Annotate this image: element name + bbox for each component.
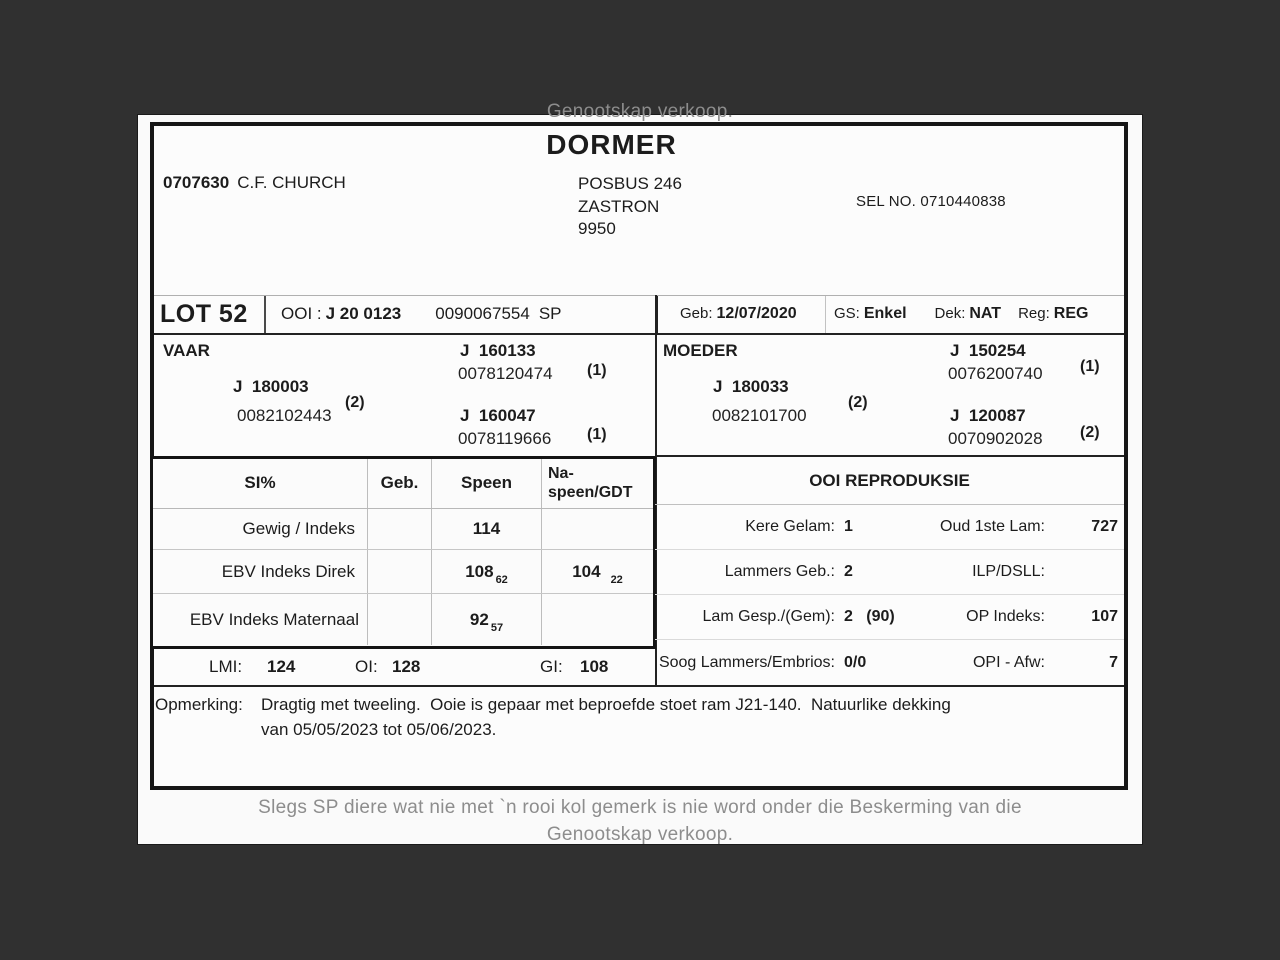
- sire-label: VAAR: [163, 341, 210, 360]
- gi-label: GI:: [540, 657, 563, 676]
- reproduction-row: Lammers Geb.: 2 ILP/DSLL:: [655, 550, 1124, 595]
- si-value: 104 $_{22}$: [572, 561, 623, 586]
- sex-label: OOI :: [281, 304, 322, 323]
- si-index-table: [150, 456, 656, 649]
- sire-pedigree: [154, 332, 655, 458]
- index-summary-row: [154, 649, 656, 685]
- table-row: [153, 509, 653, 550]
- sire-granddam-id: J 160047: [460, 406, 536, 425]
- address-line: 9950: [578, 219, 616, 238]
- sire-granddam-count: (1): [587, 426, 607, 443]
- dam-id: J 180033: [713, 377, 789, 396]
- table-row: [153, 550, 653, 594]
- lot-card: [150, 122, 1128, 790]
- dam-granddam-id: J 120087: [950, 406, 1026, 425]
- si-row-label: EBV Indeks Maternaal: [189, 609, 359, 629]
- dam-pedigree: [659, 332, 1124, 458]
- si-accuracy: 22: [610, 573, 623, 586]
- dam-grandsire-count: (1): [1080, 358, 1100, 375]
- si-accuracy: 62: [495, 573, 508, 586]
- si-accuracy: 57: [490, 621, 504, 634]
- breeder-address: [578, 173, 682, 241]
- sire-grandsire-reg: 0078120474: [458, 364, 553, 383]
- sire-reg: 0082102443: [237, 406, 332, 425]
- oi-label: OI:: [355, 657, 378, 676]
- breed-title: DORMER: [546, 129, 677, 160]
- animal-reg-number: 0090067554: [435, 304, 530, 323]
- page-footer-disclaimer: Slegs SP diere wat nie met `n rooi kol gemerk is nie word onder die Beskerming van die Genootskap verkoop.: [258, 797, 1022, 845]
- dam-reg: 0082101700: [712, 406, 807, 425]
- address-line: ZASTRON: [578, 196, 660, 216]
- remark-text-line: Dragtig met tweeling. Ooie is gepaar met beproefde stoet ram J21-140. Natuurlike dekking: [261, 695, 951, 714]
- sire-count: (2): [345, 394, 365, 411]
- reproduction-row: Kere Gelam: 1 Oud 1ste Lam: 727: [655, 505, 1124, 550]
- address-line: POSBUS 246: [578, 174, 682, 193]
- birth-status-cell: GS: Enkel Dek: NAT Reg: REG: [834, 305, 1089, 322]
- remark-text-line: van 05/05/2023 tot 05/06/2023.: [261, 720, 497, 739]
- dam-label: MOEDER: [663, 341, 738, 360]
- birth-date: 12/07/2020: [716, 305, 797, 322]
- previous-page-footer-cut: Genootskap verkoop.: [546, 101, 734, 122]
- catalog-page: [137, 101, 1143, 845]
- animal-id: J 20 0123: [325, 304, 402, 323]
- dam-granddam-reg: 0070902028: [948, 429, 1043, 448]
- birth-type: Enkel: [863, 305, 907, 322]
- registration-type: REG: [1053, 305, 1089, 322]
- remark-section: [154, 685, 1124, 788]
- si-table-header-row: [153, 459, 653, 509]
- remark-label: Opmerking:: [155, 695, 243, 714]
- lmi-value: 124: [267, 657, 296, 676]
- status-code: SP: [538, 304, 562, 323]
- si-col-header: SI%: [153, 459, 368, 508]
- animal-identity-cell: [266, 296, 656, 333]
- oi-value: 128: [392, 657, 421, 676]
- mating-type: NAT: [969, 305, 1002, 322]
- breeder-number: 0707630: [163, 173, 230, 192]
- reproduction-row: Lam Gesp./(Gem): 2 (90) OP Indeks: 107: [655, 595, 1124, 640]
- dam-grandsire-reg: 0076200740: [948, 364, 1043, 383]
- lmi-label: LMI:: [209, 657, 243, 676]
- breeder-name: C.F. CHURCH: [237, 173, 346, 192]
- reproduction-row: Soog Lammers/Embrios: 0/0 OPI - Afw: 7: [658, 653, 1118, 671]
- sire-grandsire-id: J 160133: [460, 341, 536, 360]
- sire-id: J 180003: [233, 377, 309, 396]
- si-value: 114: [472, 519, 501, 538]
- gi-value: 108: [580, 657, 609, 676]
- ewe-reproduction-panel: [655, 455, 1124, 685]
- dam-count: (2): [848, 394, 868, 411]
- si-row-label: Gewig / Indeks: [242, 519, 355, 538]
- dam-granddam-count: (2): [1080, 424, 1100, 441]
- si-row-label: EBV Indeks Direk: [221, 561, 355, 581]
- si-col-header: Na-speen/GDT: [548, 465, 633, 501]
- si-value: 92 $_{57}$: [469, 609, 504, 634]
- sel-no: SEL NO. 0710440838: [856, 193, 1006, 210]
- table-row: [153, 594, 653, 645]
- si-col-header: Geb.: [368, 459, 432, 508]
- sire-granddam-reg: 0078119666: [458, 429, 552, 448]
- reproduction-title: OOI REPRODUKSIE: [655, 457, 1124, 505]
- si-col-header: Speen: [432, 459, 542, 508]
- birthdate-cell: Geb: 12/07/2020: [656, 296, 826, 333]
- si-value: 108 $_{62}$: [465, 561, 508, 586]
- sire-grandsire-count: (1): [587, 362, 607, 379]
- lot-number: LOT 52: [154, 296, 266, 333]
- dam-grandsire-id: J 150254: [950, 341, 1026, 360]
- lot-header-row: [154, 295, 1124, 335]
- breeder-line: [163, 173, 346, 193]
